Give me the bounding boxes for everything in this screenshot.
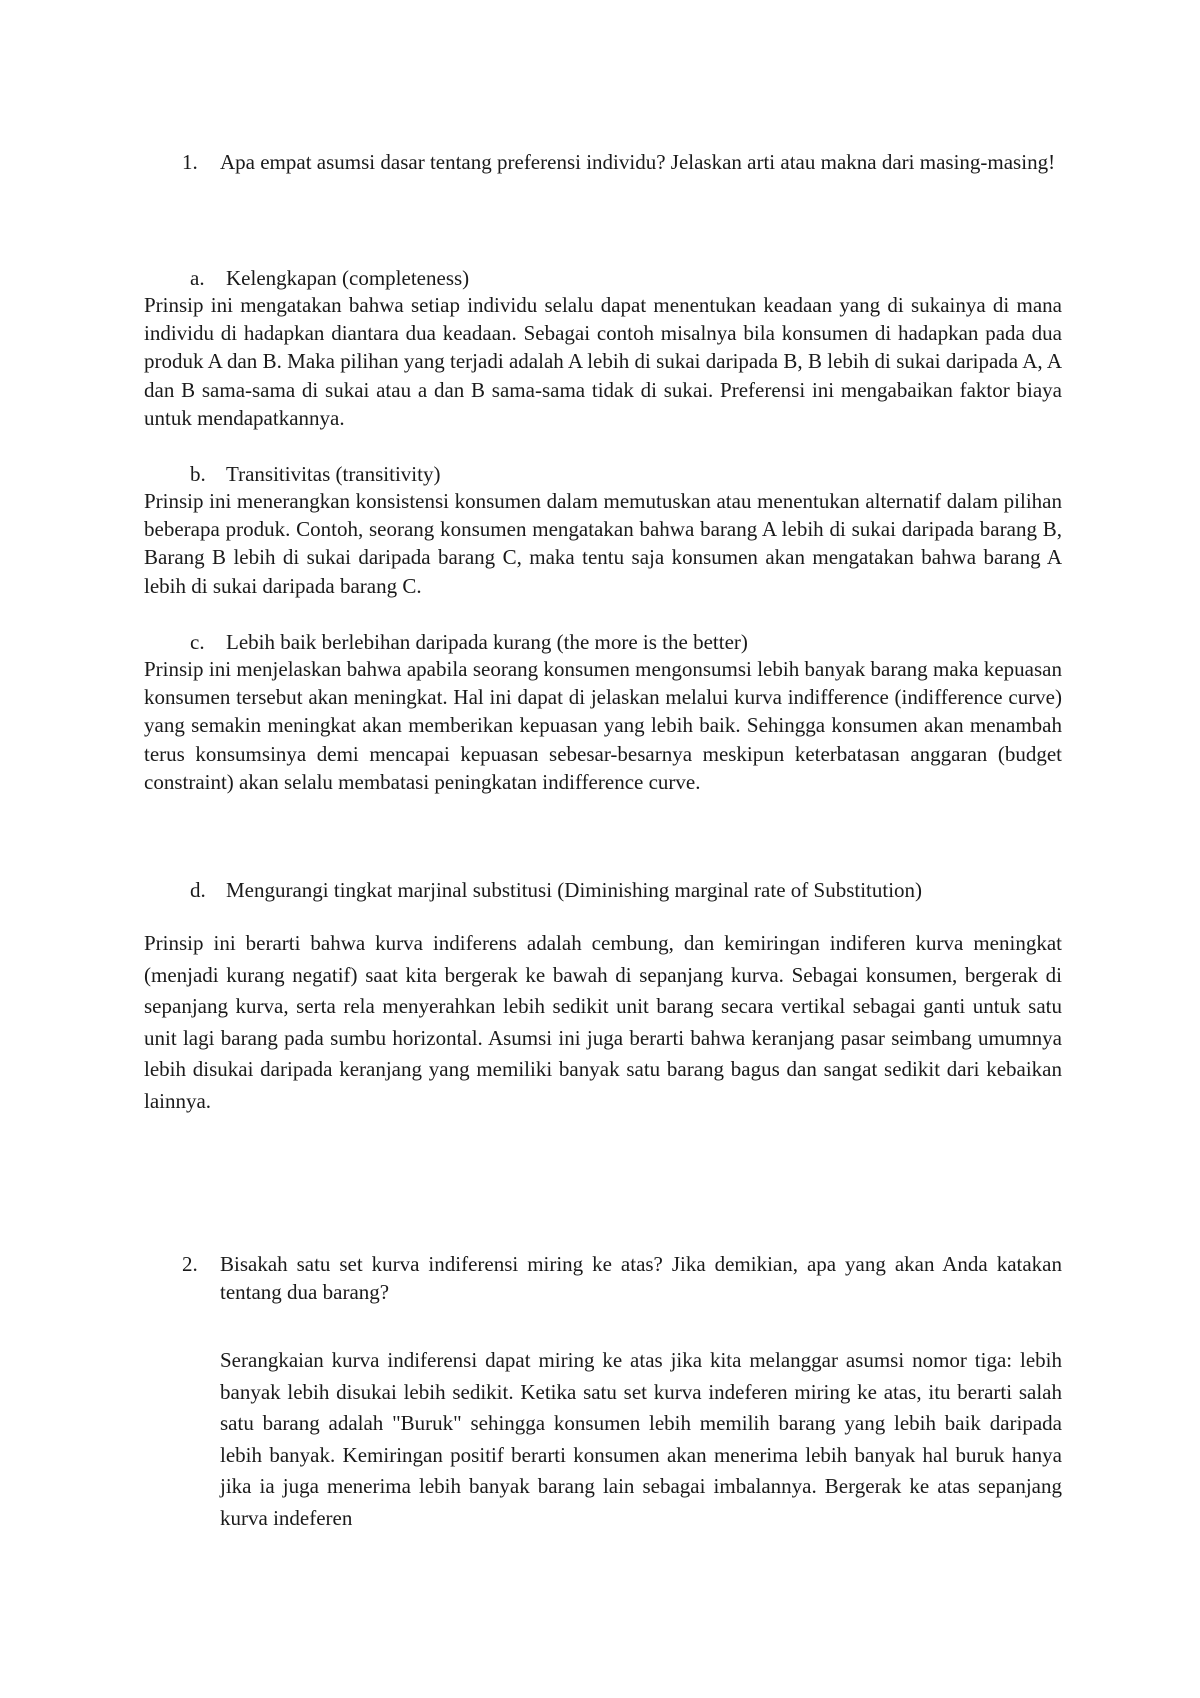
question-1-number: 1.	[182, 150, 198, 174]
question-2-text: Bisakah satu set kurva indiferensi miring ke atas? Jika demikian, apa yang akan Anda katakan tentang dua barang?	[220, 1252, 1062, 1305]
item-a-heading	[190, 264, 1070, 292]
question-2-number: 2.	[182, 1252, 198, 1276]
item-b-title: Transitivitas (transitivity)	[226, 462, 441, 486]
item-d-body: Prinsip ini berarti bahwa kurva indiferens adalah cembung, dan kemiringan indiferen kurva meningkat (menjadi kurang negatif) saat kita bergerak ke bawah di sepanjang kurva. Sebagai konsumen, bergerak di sepanjang kurva, serta rela menyerahkan lebih sedikit unit barang secara vertikal sebagai ganti untuk satu unit lagi barang pada sumbu horizontal. Asumsi ini juga berarti bahwa keranjang pasar seimbang umumnya lebih disukai daripada keranjang yang memiliki banyak satu barang bagus dan sangat sedikit dari kebaikan lainnya.	[144, 931, 1062, 1113]
question-2	[182, 1250, 1062, 1306]
item-c-letter: c.	[190, 630, 205, 654]
item-a-title: Kelengkapan (completeness)	[226, 266, 470, 290]
item-d-title: Mengurangi tingkat marjinal substitusi (Diminishing marginal rate of Substitution)	[226, 878, 923, 902]
item-b-heading	[190, 460, 1070, 488]
item-b-body: Prinsip ini menerangkan konsistensi konsumen dalam memutuskan atau menentukan alternatif dalam pilihan beberapa produk. Contoh, seorang konsumen mengatakan bahwa barang A lebih di sukai daripada barang B, Barang B lebih di sukai daripada barang C, maka tentu saja konsumen akan mengatakan bahwa barang A lebih di sukai daripada barang C.	[144, 489, 1062, 598]
question-1-text: Apa empat asumsi dasar tentang preferensi individu? Jelaskan arti atau makna dari masing-masing!	[220, 150, 1056, 174]
item-b-letter: b.	[190, 462, 206, 486]
item-c-body: Prinsip ini menjelaskan bahwa apabila seorang konsumen mengonsumsi lebih banyak barang maka kepuasan konsumen tersebut akan meningkat. Hal ini dapat di jelaskan melalui kurva indifference (indifference curve) yang semakin meningkat akan memberikan kepuasan yang lebih baik. Sehingga konsumen akan menambah terus konsumsinya demi mencapai kepuasan sebesar-besarnya meskipun keterbatasan anggaran (budget constraint) akan selalu membatasi peningkatan indifference curve.	[144, 657, 1062, 794]
item-a-body: Prinsip ini mengatakan bahwa setiap individu selalu dapat menentukan keadaan yang di sukainya di mana individu di hadapkan diantara dua keadaan. Sebagai contoh misalnya bila konsumen di hadapkan pada dua produk A dan B. Maka pilihan yang terjadi adalah A lebih di sukai daripada B, B lebih di sukai daripada A, A dan B sama-sama di sukai atau a dan B sama-sama tidak di sukai. Preferensi ini mengabaikan faktor biaya untuk mendapatkannya.	[144, 293, 1062, 430]
item-c-heading	[190, 628, 1070, 656]
item-d-heading	[190, 876, 1070, 904]
item-a-letter: a.	[190, 266, 205, 290]
item-c-title: Lebih baik berlebihan daripada kurang (the more is the better)	[226, 630, 748, 654]
item-d-letter: d.	[190, 878, 206, 902]
question-2-answer: Serangkaian kurva indiferensi dapat miring ke atas jika kita melanggar asumsi nomor tiga: lebih banyak lebih disukai lebih sedikit. Ketika satu set kurva indeferen miring ke atas, itu berarti salah satu barang adalah "Buruk" sehingga konsumen lebih memilih barang yang lebih baik daripada lebih banyak. Kemiringan positif berarti konsumen akan menerima lebih banyak hal buruk hanya jika ia juga menerima lebih banyak barang lain sebagai imbalannya. Bergerak ke atas sepanjang kurva indeferen	[220, 1348, 1062, 1530]
question-1	[182, 148, 1062, 176]
